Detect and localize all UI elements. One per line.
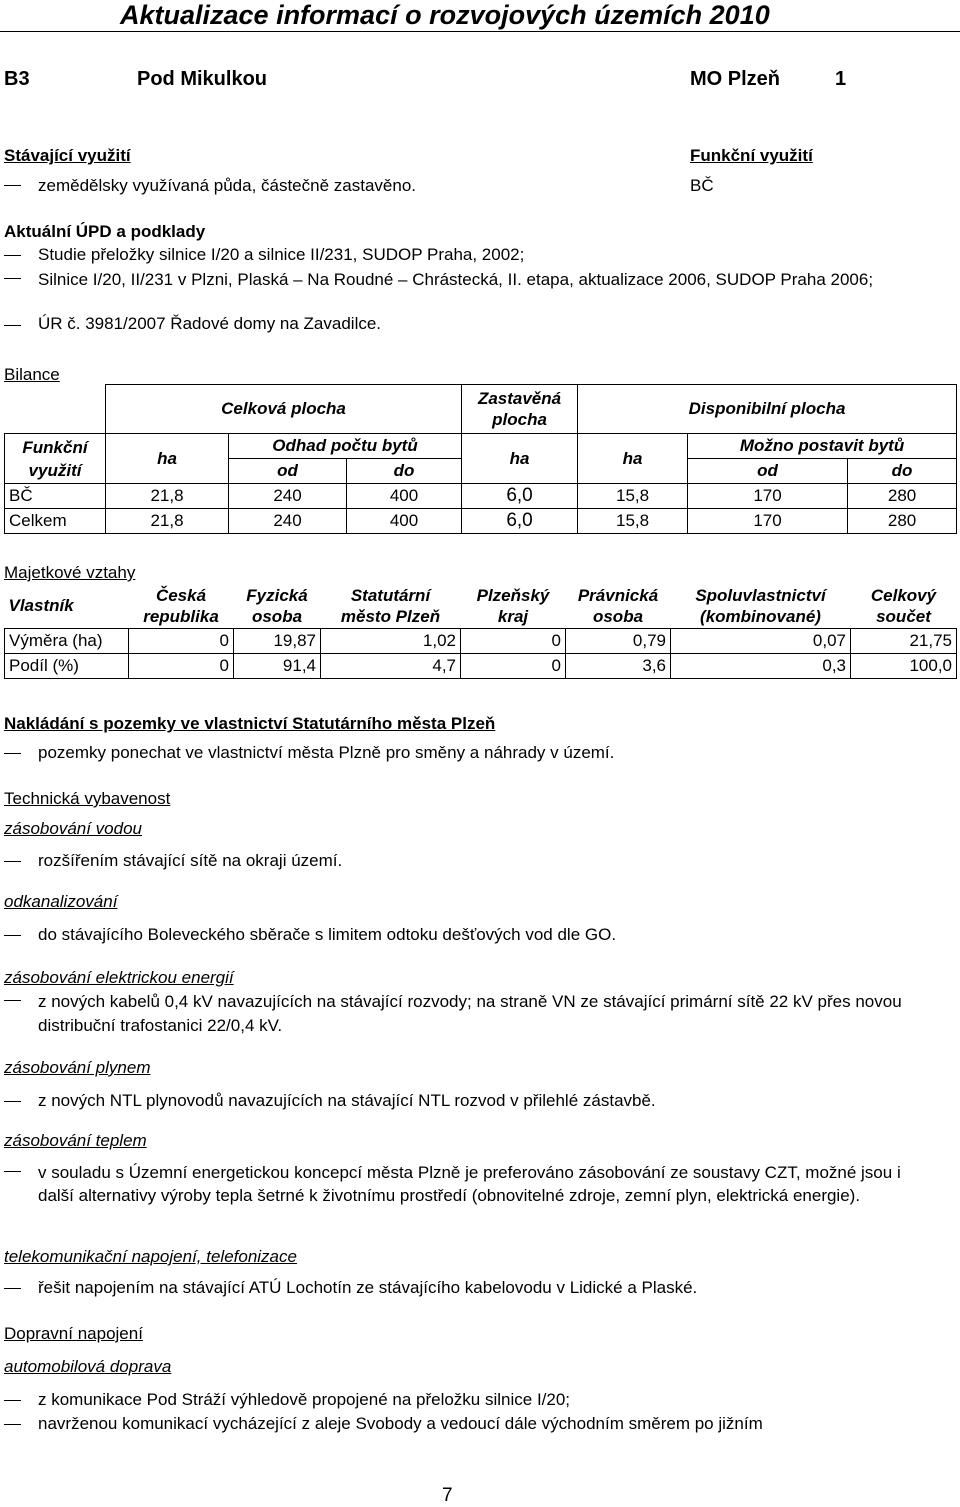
- ownership-cell: 91,4: [234, 654, 321, 679]
- ownership-row-label: Podíl (%): [5, 654, 129, 679]
- city-land-heading: Nakládání s pozemky ve vlastnictví Statutárního města Plzeň: [4, 714, 496, 733]
- ownership-cell: 0: [129, 654, 234, 679]
- area-name: Pod Mikulkou: [137, 68, 267, 90]
- bilance-ha-header: ha: [106, 434, 229, 484]
- sewer-heading: [4, 892, 117, 912]
- bilance-to-header: do: [347, 459, 462, 484]
- bilance-total-header: Celková plocha: [106, 385, 462, 434]
- bullet-dash: [4, 1101, 21, 1102]
- bilance-cell: 15,8: [578, 484, 688, 509]
- bullet-dash: [4, 1400, 21, 1401]
- functional-use-value: BČ: [690, 176, 714, 195]
- upd-item: ÚR č. 3981/2007 Řadové domy na Zavadilce.: [38, 314, 382, 333]
- bilance-cell: 170: [688, 509, 848, 534]
- bullet-dash: [4, 1171, 21, 1172]
- bilance-cell: 6,0: [462, 509, 578, 534]
- bilance-possible-header: Možno postavit bytů: [688, 434, 957, 459]
- heat-item: v souladu s Územní energetickou koncepcí města Plzně je preferováno zásobování ze soustavy CZT, možné jsou i další alternativy výroby tepla šetrné k životnímu prostředí (obnovitelné zdroje, zemní plyn, elektrická energie).: [38, 1163, 901, 1205]
- ownership-col-header: Spoluvlastnictví (kombinované): [695, 586, 826, 626]
- bilance-cell: 15,8: [578, 509, 688, 534]
- header-rule: [0, 31, 960, 32]
- upd-item: Studie přeložky silnice I/20 a silnice II/231, SUDOP Praha, 2002;: [38, 245, 525, 264]
- ownership-cell: 0: [129, 629, 234, 654]
- tel-item: řešit napojením na stávající ATÚ Lochotín ze stávajícího kabelovodu v Lidické a Plaské.: [38, 1278, 698, 1297]
- elec-heading: [4, 968, 234, 988]
- traffic-item: z komunikace Pod Stráží výhledově propojené na přeložku silnice I/20;: [38, 1390, 571, 1409]
- bilance-built-header: Zastavěná plocha: [462, 385, 578, 434]
- table-row: [5, 654, 957, 679]
- bilance-cell: 400: [347, 509, 462, 534]
- bilance-cell: 280: [848, 484, 957, 509]
- table-row: [5, 484, 957, 509]
- existing-use-heading: Stávající využití: [4, 146, 131, 165]
- area-number: 1: [835, 68, 847, 90]
- bullet-dash: [4, 861, 21, 862]
- area-district: MO Plzeň: [690, 68, 781, 90]
- bullet-dash: [4, 325, 21, 326]
- heat-heading: [4, 1131, 147, 1151]
- elec-item: z nových kabelů 0,4 kV navazujících na stávající rozvody; na straně VN ze stávající primární sítě 22 kV přes novou distribuční trafostanici 22/0,4 kV.: [38, 992, 902, 1035]
- bullet-dash: [4, 753, 21, 754]
- ownership-heading: Majetkové vztahy: [4, 563, 136, 582]
- document-title: Aktualizace informací o rozvojových územích 2010: [120, 0, 770, 30]
- elec-heading-text: zásobování elektrickou energií: [4, 968, 234, 987]
- existing-use-item: zemědělsky využívaná půda, částečně zastavěno.: [38, 176, 416, 195]
- table-row: [5, 629, 957, 654]
- ownership-cell: 0,07: [671, 629, 851, 654]
- gas-heading-text: zásobování plynem: [4, 1058, 151, 1077]
- bilance-cell: 21,8: [106, 509, 229, 534]
- page-number: 7: [442, 1485, 453, 1506]
- ownership-cell: 0: [461, 654, 566, 679]
- bullet-dash: [4, 1424, 21, 1425]
- ownership-col-header: Celkový součet: [870, 586, 937, 626]
- bilance-cell: 240: [229, 509, 347, 534]
- gas-heading: [4, 1058, 150, 1078]
- ownership-table: [4, 584, 957, 679]
- auto-heading: [4, 1357, 171, 1377]
- sewer-item: do stávajícího Boleveckého sběrače s limitem odtoku dešťových vod dle GO.: [38, 925, 617, 944]
- bilance-cell: 6,0: [462, 484, 578, 509]
- ownership-col-header: Plzeňský kraj: [476, 586, 550, 626]
- water-item: rozšířením stávající sítě na okraji území.: [38, 851, 343, 870]
- ownership-cell: 3,6: [566, 654, 671, 679]
- bilance-possible-from-header: od: [688, 459, 848, 484]
- bilance-cell: 21,8: [106, 484, 229, 509]
- upd-item: Silnice I/20, II/231 v Plzni, Plaská – Na Roudné – Chrástecká, II. etapa, aktualizace 2006, SUDOP Praha 2006;: [38, 270, 874, 289]
- ownership-col-header: Fyzická osoba: [246, 586, 308, 626]
- city-land-item: pozemky ponechat ve vlastnictví města Plzně pro směny a náhrady v území.: [38, 743, 615, 762]
- tel-heading-text: telekomunikační napojení, telefonizace: [4, 1247, 297, 1266]
- bilance-func-header: Funkční využití: [5, 434, 106, 484]
- ownership-col-header: Právnická osoba: [577, 586, 659, 626]
- bullet-dash: [4, 278, 21, 279]
- bilance-corner: [5, 385, 106, 434]
- bilance-cell: 240: [229, 484, 347, 509]
- bilance-avail-ha-header: ha: [578, 434, 688, 484]
- auto-heading-text: automobilová doprava: [4, 1357, 172, 1376]
- ownership-cell: 0,3: [671, 654, 851, 679]
- water-heading-text: zásobování vodou: [4, 819, 142, 838]
- bilance-avail-header: Disponibilní plocha: [578, 385, 957, 434]
- bilance-table: [4, 384, 957, 534]
- bilance-possible-to-header: do: [848, 459, 957, 484]
- bilance-cell: 170: [688, 484, 848, 509]
- bilance-row-label: Celkem: [5, 509, 106, 534]
- ownership-cell: 1,02: [321, 629, 461, 654]
- table-row: [5, 509, 957, 534]
- ownership-col-header: Česká republika: [143, 586, 219, 626]
- water-heading: [4, 819, 142, 839]
- bilance-heading: Bilance: [4, 365, 60, 384]
- upd-heading: Aktuální ÚPD a podklady: [4, 222, 206, 241]
- bullet-dash: [4, 1000, 21, 1001]
- ownership-cell: 21,75: [851, 629, 957, 654]
- gas-item: z nových NTL plynovodů navazujících na stávající NTL rozvod v přilehlé zástavbě.: [38, 1091, 656, 1110]
- area-code: B3: [4, 68, 30, 90]
- bilance-row-label: BČ: [5, 484, 106, 509]
- bilance-estimate-header: Odhad počtu bytů: [229, 434, 462, 459]
- ownership-cell: 19,87: [234, 629, 321, 654]
- ownership-cell: 100,0: [851, 654, 957, 679]
- ownership-cell: 0,79: [566, 629, 671, 654]
- bullet-dash: [4, 935, 21, 936]
- bilance-built-ha-header: ha: [462, 434, 578, 484]
- bullet-dash: [4, 185, 21, 186]
- traffic-item: navrženou komunikací vycházející z aleje Svobody a vedoucí dále východním směrem po jižním: [38, 1414, 763, 1433]
- bullet-dash: [4, 255, 21, 256]
- ownership-owner-header: Vlastník: [5, 584, 129, 629]
- heat-heading-text: zásobování teplem: [4, 1131, 147, 1150]
- bilance-cell: 280: [848, 509, 957, 534]
- ownership-row-label: Výměra (ha): [5, 629, 129, 654]
- tel-heading: [4, 1247, 297, 1267]
- sewer-heading-text: odkanalizování: [4, 892, 118, 911]
- traffic-heading: Dopravní napojení: [4, 1324, 143, 1343]
- ownership-col-header: Statutární město Plzeň: [340, 586, 441, 626]
- bullet-dash: [4, 1288, 21, 1289]
- ownership-cell: 4,7: [321, 654, 461, 679]
- ownership-cell: 0: [461, 629, 566, 654]
- tech-heading: Technická vybavenost: [4, 789, 171, 808]
- functional-use-heading: Funkční využití: [690, 146, 813, 165]
- bilance-cell: 400: [347, 484, 462, 509]
- bilance-from-header: od: [229, 459, 347, 484]
